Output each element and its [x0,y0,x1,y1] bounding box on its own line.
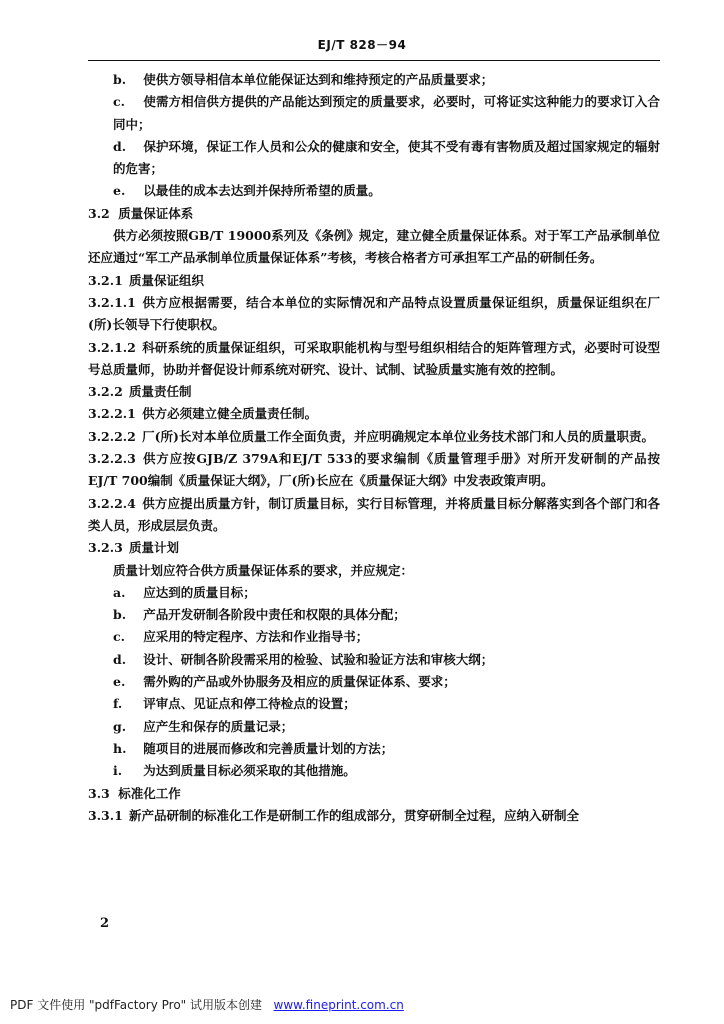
paragraph-label: 3.2.2.4 [88,495,136,511]
paragraph-text: 设计、研制各阶段需采用的检验、试验和验证方法和审核大纲； [143,651,494,667]
paragraph-label: f. [113,696,123,712]
paragraph-text: 供方必须按照GB/T 19000系列及《条例》规定，建立健全质量保证体系。对于军工产品承制单位还应通过“军工产品承制单位质量保证体系”考核，考核合格者方可承担军工产品的研制任务。 [88,228,660,266]
footer-note: PDF 文件使用 "pdfFactory Pro" 试用版本创建 [10,998,263,1012]
paragraph-label: 3.2.1.1 [88,294,136,310]
paragraph [88,381,660,403]
paragraph-text: 需外购的产品或外协服务及相应的质量保证体系、要求； [143,674,456,690]
paragraph [88,582,660,604]
paragraph-text: 供方应按GJB/Z 379A和EJ/T 533的要求编制《质量管理手册》对所开发研制的产品按EJ/T 700编制《质量保证大纲》，厂(所)长应在《质量保证大纲》中发表政策声明。 [88,451,660,489]
paragraph-label: h. [113,740,127,756]
paragraph [88,403,660,425]
paragraph [88,180,660,202]
paragraph-text: 质量计划应符合供方质量保证体系的要求，并应规定： [113,562,414,578]
paragraph-text: 随项目的进展而修改和完善质量计划的方法； [143,740,394,756]
paragraph [88,760,660,782]
paragraph-label: e. [113,674,126,690]
paragraph-label: a. [113,584,126,600]
header-rule [88,60,660,61]
paragraph-text: 为达到质量目标必须采取的其他措施。 [143,763,356,779]
paragraph [88,604,660,626]
paragraph [88,671,660,693]
paragraph-label: i. [113,763,123,779]
paragraph-text: 供方必须建立健全质量责任制。 [142,406,318,422]
paragraph [88,805,660,827]
paragraph [88,448,660,493]
paragraph [88,649,660,671]
paragraph [88,270,660,292]
paragraph-label: b. [113,607,127,623]
paragraph-label: 3.3 [88,785,110,801]
paragraph-text: 以最佳的成本去达到并保持所希望的质量。 [143,183,381,199]
page-number: 2 [100,916,110,931]
document-body [88,69,660,827]
paragraph-text: 科研系统的质量保证组织，可采取职能机构与型号组织相结合的矩阵管理方式，必要时可设型号总质量师，协助并督促设计师系统对研究、设计、试制、试验质量实施有效的控制。 [88,339,660,377]
paragraph [88,69,660,91]
paragraph-text: 评审点、见证点和停工待检点的设置； [143,696,356,712]
paragraph [88,560,660,582]
paragraph-label: g. [113,718,127,734]
paragraph-text: 质量保证体系 [118,205,194,221]
paragraph-text: 产品开发研制各阶段中责任和权限的具体分配； [143,607,406,623]
paragraph-label: 3.2.2 [88,384,123,400]
paragraph-label: d. [113,651,127,667]
paragraph [88,136,660,181]
paragraph [88,738,660,760]
paragraph-label: 3.2.2.3 [88,451,136,467]
paragraph-text: 保护环境，保证工作人员和公众的健康和安全，使其不受有毒有害物质及超过国家规定的辐射的危害； [113,138,660,177]
paragraph [88,203,660,225]
paragraph-text: 厂(所)长对本单位质量工作全面负责，并应明确规定本单位业务技术部门和人员的质量职责。 [142,428,654,444]
paragraph [88,426,660,448]
paragraph-text: 质量计划 [129,540,180,556]
paragraph [88,493,660,538]
paragraph [88,716,660,738]
paragraph-label: 3.2.1 [88,272,123,288]
paragraph-text: 应达到的质量目标； [143,584,256,600]
paragraph-label: 3.2.2.1 [88,406,136,422]
paragraph [88,337,660,382]
document-code-header: EJ/T 828－94 [317,38,407,52]
paragraph [88,292,660,337]
paragraph-label: 3.2.1.2 [88,339,136,355]
paragraph [88,91,660,136]
paragraph [88,537,660,559]
paragraph-text: 使供方领导相信本单位能保证达到和维持预定的产品质量要求； [143,72,494,87]
paragraph-text: 应采用的特定程序、方法和作业指导书； [143,629,369,645]
paragraph [88,693,660,715]
paragraph-text: 供方应提出质量方针，制订质量目标，实行目标管理，并将质量目标分解落实到各个部门和各类人员，形成层层负责。 [88,495,660,533]
footer-link[interactable]: www.fineprint.com.cn [273,998,404,1012]
paragraph-label: e. [113,183,126,199]
paragraph-label: c. [113,94,125,110]
paragraph-text: 使需方相信供方提供的产品能达到预定的质量要求，必要时，可将证实这种能力的要求订入合同中； [113,94,660,132]
paragraph-text: 质量保证组织 [129,272,205,288]
paragraph [88,626,660,648]
paragraph-text: 应产生和保存的质量记录； [143,718,294,734]
paragraph-text: 质量责任制 [129,384,192,400]
paragraph-label: 3.2.2.2 [88,428,136,444]
paragraph-text: 供方应根据需要，结合本单位的实际情况和产品特点设置质量保证组织，质量保证组织在厂(所)长领导下行使职权。 [88,294,660,333]
paragraph-label: 3.2.3 [88,540,123,556]
paragraph-label: b. [113,72,127,87]
paragraph-text: 新产品研制的标准化工作是研制工作的组成部分，贯穿研制全过程，应纳入研制全 [129,807,580,823]
paragraph-label: 3.3.1 [88,807,123,823]
paragraph-label: 3.2 [88,205,110,221]
paragraph-text: 标准化工作 [118,785,181,801]
paragraph [88,225,660,270]
paragraph-label: d. [113,138,127,154]
paragraph-label: c. [113,629,125,645]
pdf-footer [10,996,404,1013]
paragraph [88,783,660,805]
